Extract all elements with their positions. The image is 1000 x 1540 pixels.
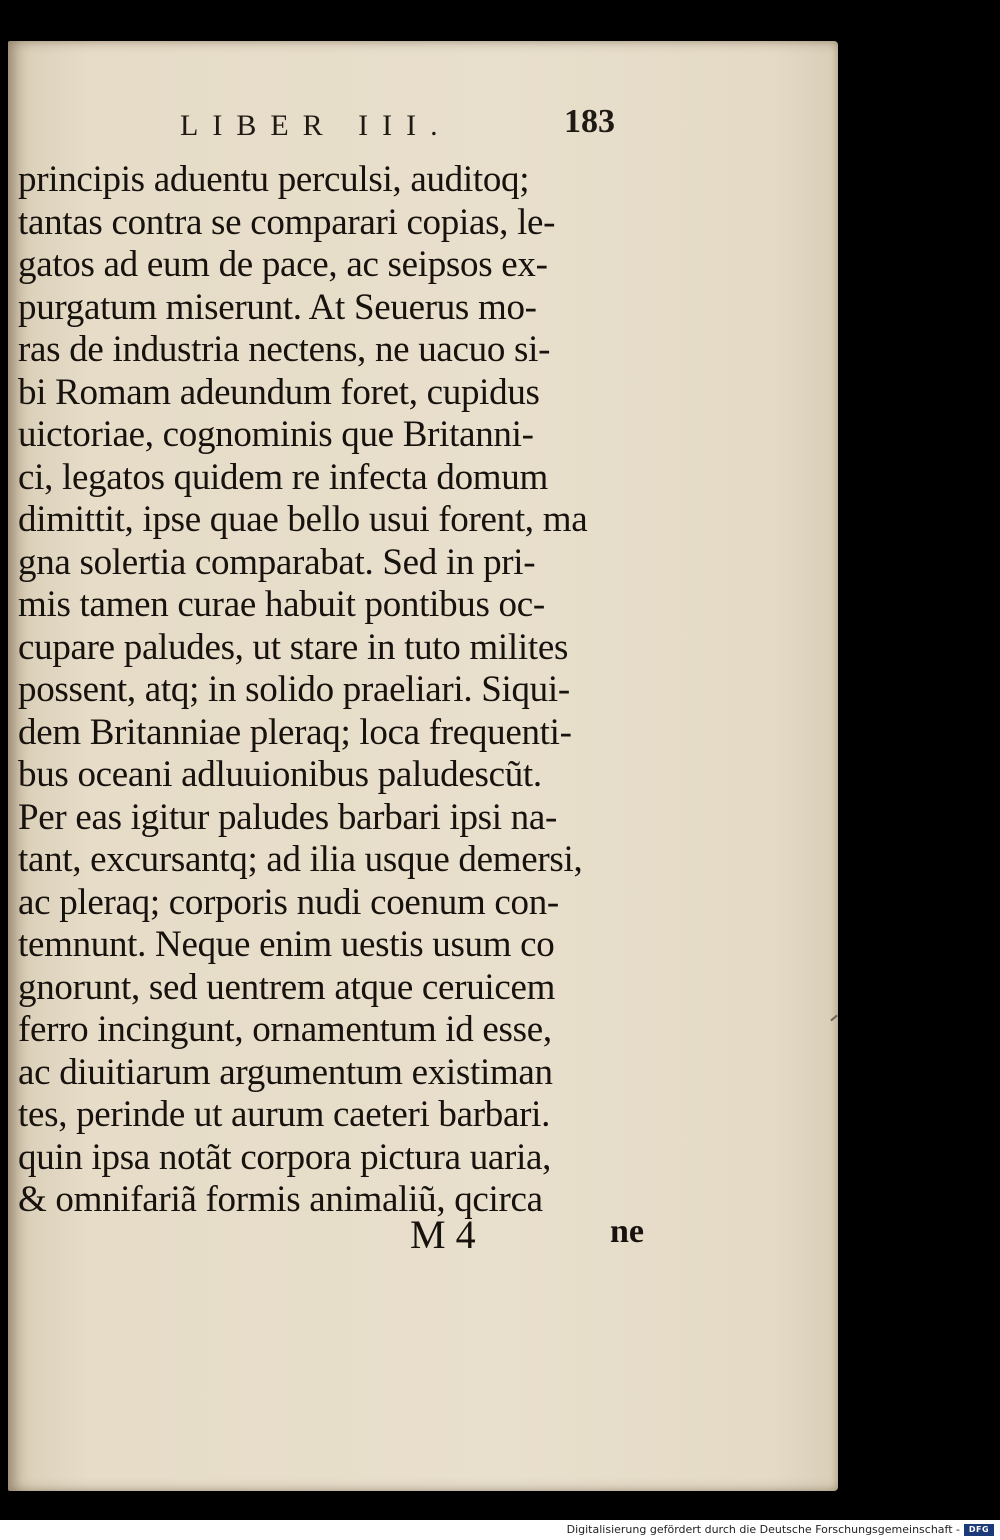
text-line: tant, excursantq; ad ilia usque demersi, [18,839,583,880]
text-line: dem Britanniae pleraq; loca frequenti- [18,711,572,753]
page-number: 183 [564,103,615,140]
text-line: temnunt. Neque enim uestis usum co [18,924,555,965]
text-line: ras de industria nectens, ne uacuo si- [18,329,551,370]
text-line: ac diuitiarum argumentum existiman [18,1051,553,1093]
text-line: dimittit, ipse quae bello usui forent, ma [18,499,588,540]
text-line: possent, atq; in solido praeliari. Siqui- [18,669,570,710]
text-line: gna solertia comparabat. Sed in pri- [18,541,536,583]
text-line: bus oceani adluuionibus paludescũt. [18,754,542,795]
text-line: bi Romam adeundum foret, cupidus [18,371,540,413]
running-head: LIBER III. [180,109,452,142]
text-line: cupare paludes, ut stare in tuto milites [18,626,569,668]
text-line: ac pleraq; corporis nudi coenum con- [18,881,559,923]
text-line: principis aduentu perculsi, auditoq; [18,159,530,200]
text-line: tantas contra se comparari copias, le- [18,201,556,243]
text-line: gnorunt, sed uentrem atque ceruicem [18,966,556,1008]
text-line: purgatum miserunt. At Seuerus mo- [18,286,537,328]
book-page [8,41,838,1491]
funding-credit: Digitalisierung gefördert durch die Deutsche Forschungsgemeinschaft - [566,1523,960,1536]
text-line: & omnifariã formis animaliũ, qcirca [18,1179,543,1220]
margin-mark [830,1015,837,1022]
dfg-logo-icon: DFG [964,1524,994,1536]
text-block [18,159,658,1222]
text-line: gatos ad eum de pace, ac seipsos ex- [18,244,548,285]
signature-mark: M 4 [410,1212,476,1257]
text-line: ci, legatos quidem re infecta domum [18,456,548,498]
catchword: ne [610,1213,644,1250]
text-line: mis tamen curae habuit pontibus oc- [18,584,545,625]
text-line: ferro incingunt, ornamentum id esse, [18,1009,552,1050]
text-line: quin ipsa notãt corpora pictura uaria, [18,1136,552,1178]
text-line: uictoriae, cognominis que Britanni- [18,414,534,455]
text-line: Per eas igitur paludes barbari ipsi na- [18,796,558,838]
text-line: tes, perinde ut aurum caeteri barbari. [18,1094,551,1135]
